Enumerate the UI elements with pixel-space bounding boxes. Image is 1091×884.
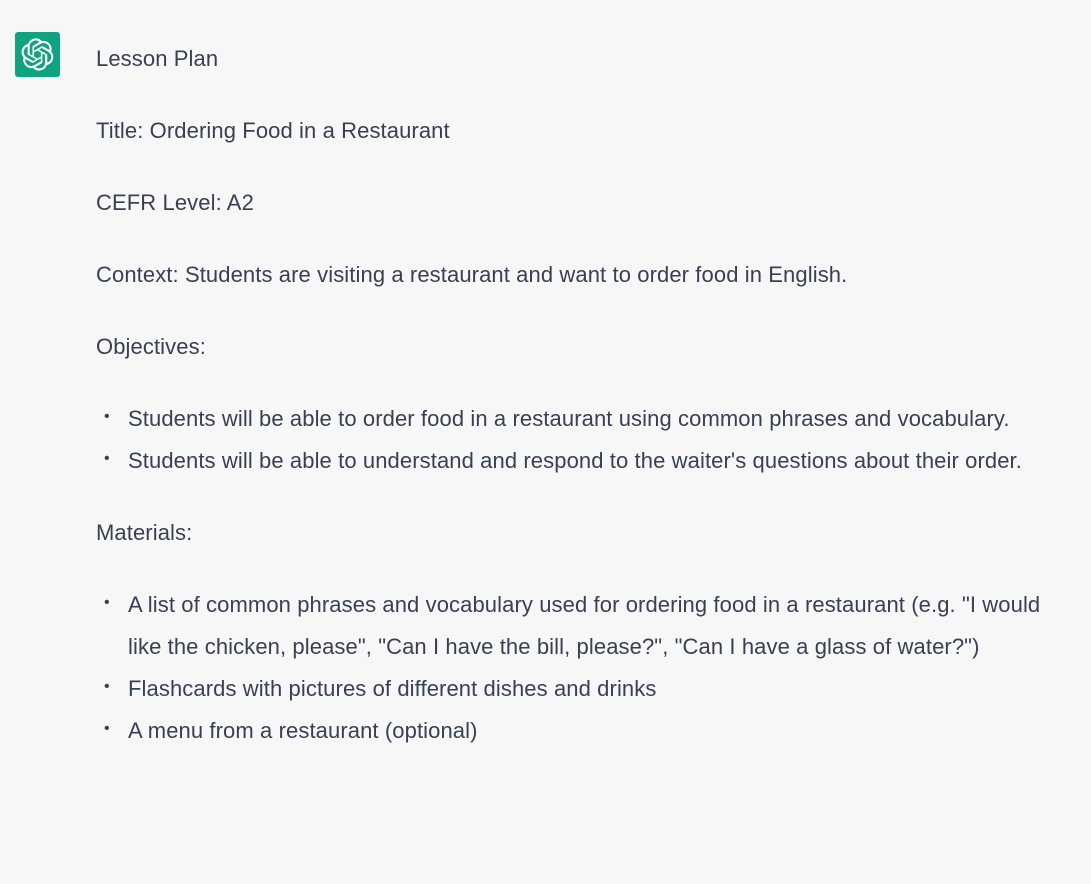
list-item <box>96 398 1066 440</box>
bullet-icon: • <box>104 450 110 467</box>
objectives-label: Objectives: <box>96 334 206 359</box>
list-item-text: A menu from a restaurant (optional) <box>128 718 478 743</box>
materials-list <box>96 584 1066 752</box>
list-item-text: Students will be able to order food in a restaurant using common phrases and vocabulary. <box>128 406 1010 431</box>
list-item-text: Flashcards with pictures of different dishes and drinks <box>128 676 657 701</box>
list-item <box>96 710 1066 752</box>
list-item <box>96 440 1066 482</box>
bullet-icon: • <box>104 720 110 737</box>
bullet-icon: • <box>104 408 110 425</box>
assistant-avatar <box>15 32 60 77</box>
message-content <box>96 38 1066 782</box>
lesson-context: Context: Students are visiting a restaurant and want to order food in English. <box>96 262 848 287</box>
bullet-icon: • <box>104 678 110 695</box>
materials-label: Materials: <box>96 520 193 545</box>
list-item-text: A list of common phrases and vocabulary used for ordering food in a restaurant (e.g. "I would like the chicken, please", "Can I have the bill, please?", "Can I have a glass of water?") <box>128 592 1041 659</box>
list-item-text: Students will be able to understand and respond to the waiter's questions about their order. <box>128 448 1022 473</box>
list-item <box>96 584 1066 668</box>
cefr-level: CEFR Level: A2 <box>96 190 254 215</box>
bullet-icon: • <box>104 594 110 611</box>
lesson-heading: Lesson Plan <box>96 46 219 71</box>
openai-logo-icon <box>21 38 54 71</box>
lesson-title: Title: Ordering Food in a Restaurant <box>96 118 450 143</box>
objectives-list <box>96 398 1066 482</box>
list-item <box>96 668 1066 710</box>
